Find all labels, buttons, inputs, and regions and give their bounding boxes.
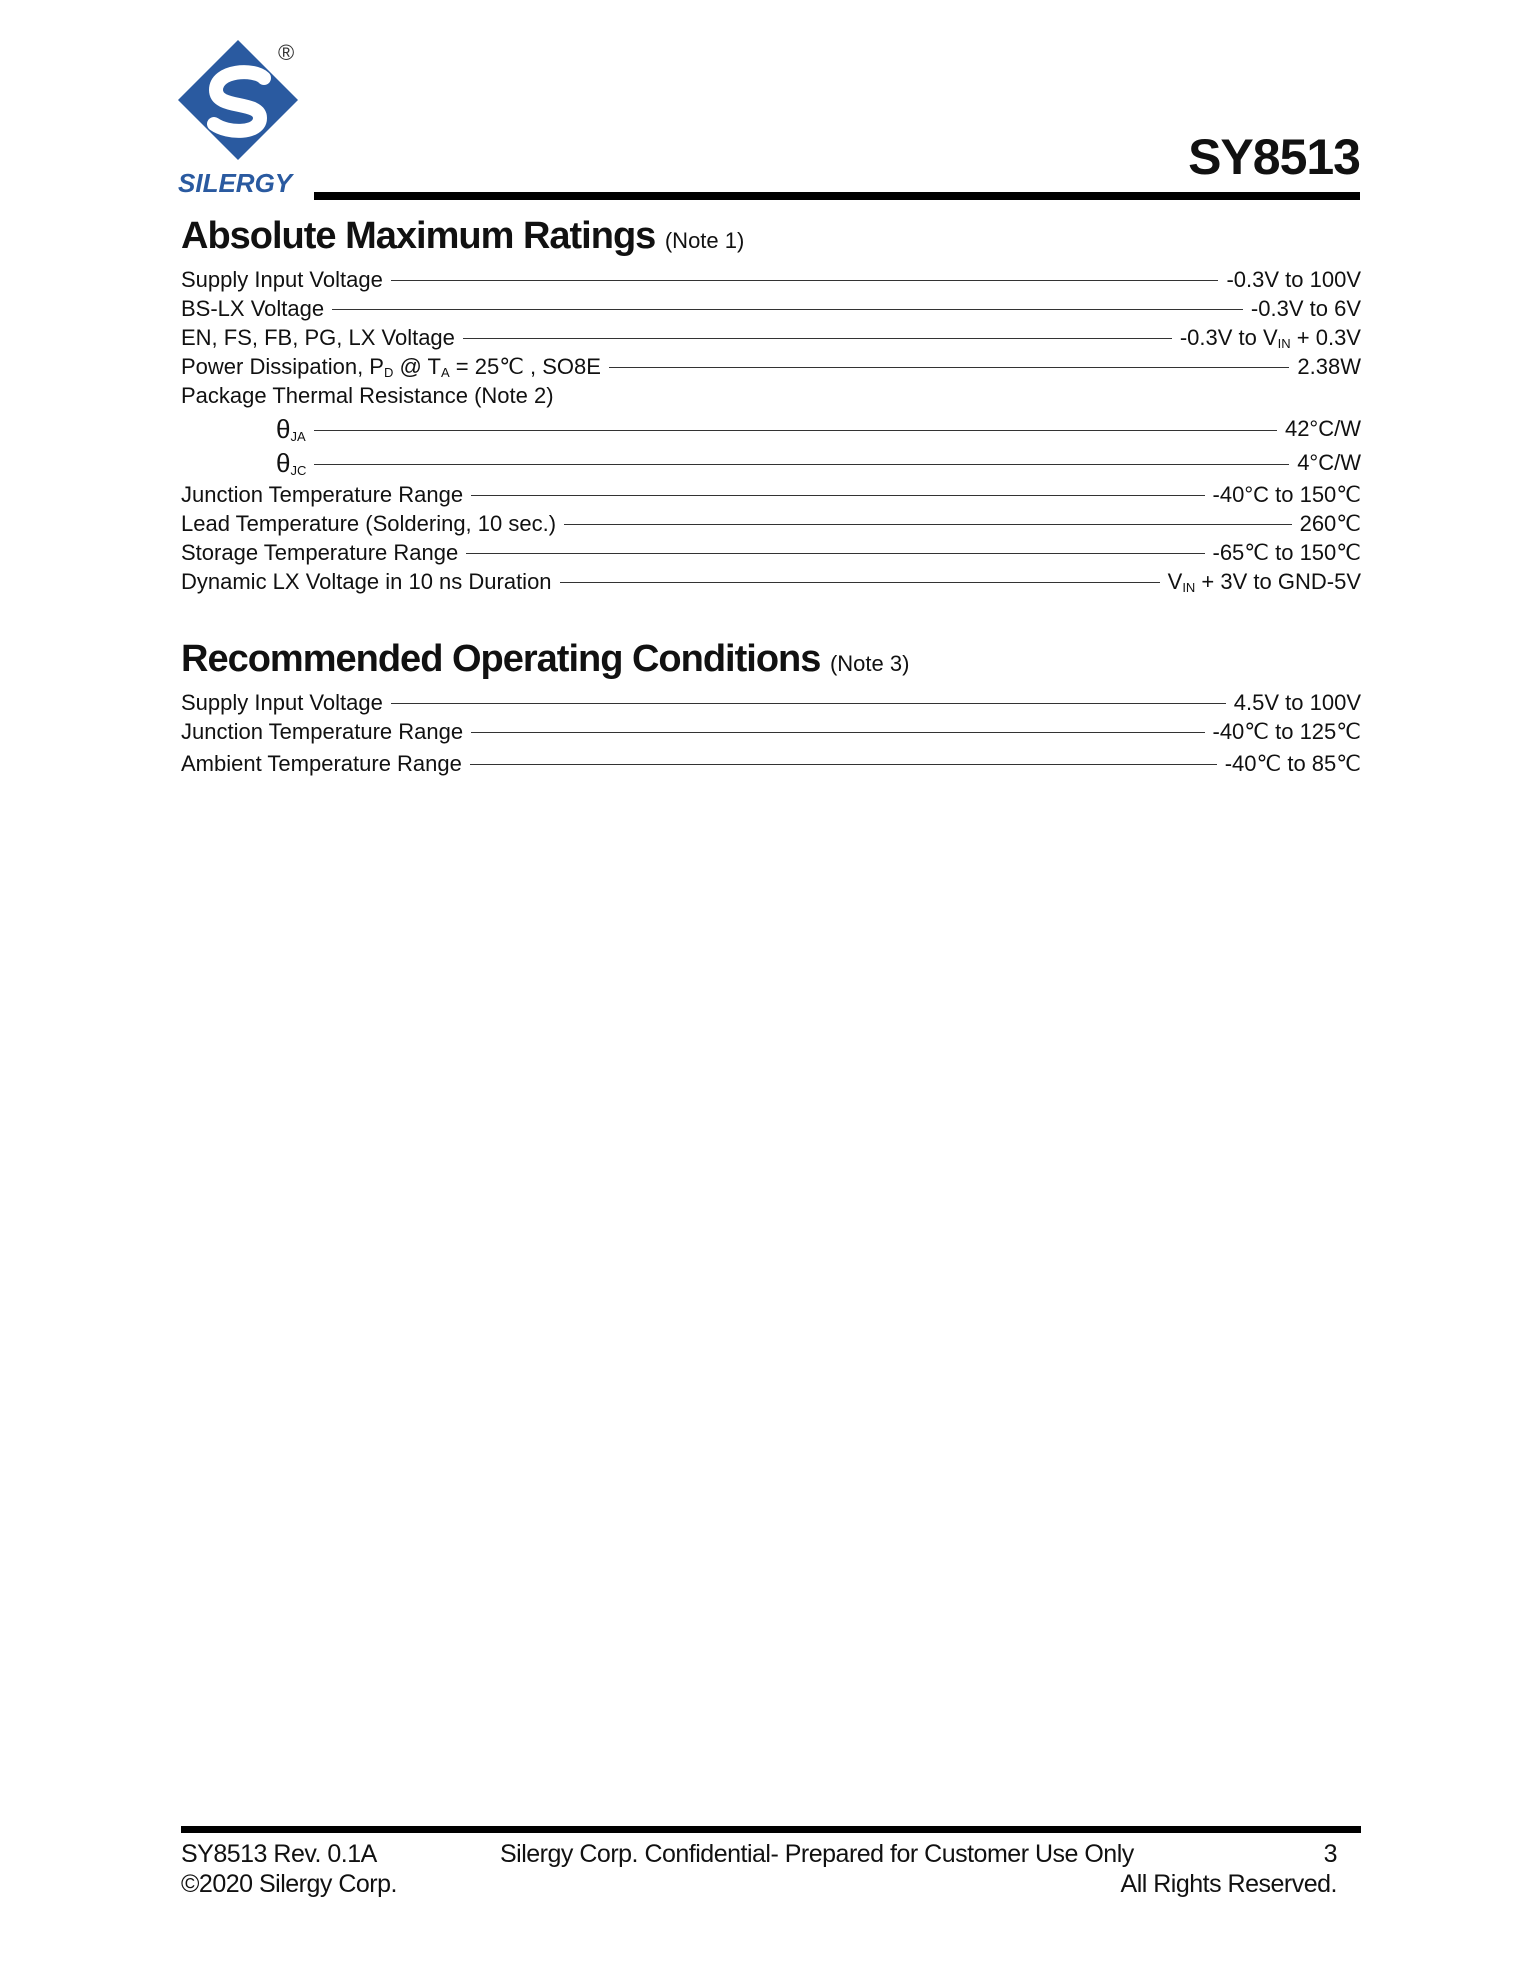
logo-wordmark: SILERGY <box>178 168 293 198</box>
abs-max-row <box>181 480 1361 509</box>
part-number: SY8513 <box>1188 129 1360 185</box>
row-label: Junction Temperature Range <box>181 481 464 507</box>
abs-max-note: (Note 1) <box>664 228 745 253</box>
rec-op-heading: Recommended Operating Conditions <box>181 638 821 680</box>
row-value: 42°C/W <box>1284 416 1361 441</box>
abs-max-row <box>181 323 1361 352</box>
abs-max-row <box>181 567 1361 596</box>
row-label: Supply Input Voltage <box>181 689 383 715</box>
abs-max-row <box>181 381 1361 410</box>
rec-op-row <box>181 688 1361 717</box>
header-rule <box>314 192 1360 200</box>
registered-mark: ® <box>278 40 295 65</box>
row-value: -65℃ to 150℃ <box>1212 539 1361 565</box>
leader-line <box>463 338 1172 339</box>
footer-confidential: Silergy Corp. Confidential- Prepared for Customer Use Only <box>500 1840 1134 1868</box>
abs-max-heading: Absolute Maximum Ratings <box>181 215 656 257</box>
leader-line <box>314 430 1277 431</box>
rec-op-row <box>181 717 1361 746</box>
leader-line <box>560 582 1160 583</box>
row-label: Supply Input Voltage <box>181 266 383 292</box>
row-label: BS-LX Voltage <box>181 295 325 321</box>
abs-max-row <box>181 412 1361 446</box>
row-value: -0.3V to $V_{IN} + 0.3V$ <box>1179 324 1361 351</box>
rec-op-row <box>181 749 1361 778</box>
abs-max-title <box>181 215 744 258</box>
row-label: Ambient Temperature Range <box>181 750 462 776</box>
row-label: $\theta_{JC}$ <box>276 447 307 478</box>
leader-line <box>332 309 1243 310</box>
abs-max-row <box>181 352 1361 381</box>
footer-rule <box>181 1826 1361 1833</box>
leader-line <box>391 280 1219 281</box>
row-label: $\theta_{JA}$ <box>276 413 306 444</box>
abs-max-row <box>181 446 1361 480</box>
row-value: 4.5V to 100V <box>1233 689 1361 715</box>
footer-rights: All Rights Reserved. <box>1120 1870 1337 1898</box>
row-label: Junction Temperature Range <box>181 718 464 744</box>
leader-line <box>471 495 1204 496</box>
row-value: -40°C to 150℃ <box>1212 481 1361 507</box>
leader-line <box>470 764 1217 765</box>
leader-line <box>466 553 1204 554</box>
rec-op-title <box>181 638 909 681</box>
row-label: EN, FS, FB, PG, LX Voltage <box>181 324 455 350</box>
leader-line <box>471 732 1204 733</box>
row-label: Lead Temperature (Soldering, 10 sec.) <box>181 510 557 536</box>
abs-max-row <box>181 509 1361 538</box>
row-label: Dynamic LX Voltage in 10 ns Duration <box>181 568 552 594</box>
row-value: $V_{IN} + 3V$ to GND-5V <box>1167 568 1361 595</box>
row-value: 2.38W <box>1297 353 1361 379</box>
row-label: Power Dissipation, $P_D$ @ $T_A$ = 25℃ , SO8E <box>181 353 601 380</box>
leader-line <box>564 524 1292 525</box>
row-value: -0.3V to 6V <box>1250 295 1361 321</box>
row-value: -0.3V to 100V <box>1226 266 1361 292</box>
row-value: 260℃ <box>1299 510 1361 536</box>
footer-revision: SY8513 Rev. 0.1A <box>181 1840 377 1868</box>
row-value: 4°C/W <box>1297 450 1361 475</box>
leader-line <box>609 367 1289 368</box>
abs-max-row <box>181 538 1361 567</box>
leader-line <box>391 703 1226 704</box>
footer-page-number: 3 <box>1323 1840 1337 1868</box>
abs-max-row <box>181 294 1361 323</box>
footer-copyright: ©2020 Silergy Corp. <box>181 1870 397 1898</box>
row-value: -40℃ to 85℃ <box>1224 750 1361 776</box>
row-label: Storage Temperature Range <box>181 539 459 565</box>
abs-max-row <box>181 265 1361 294</box>
leader-line <box>314 464 1289 465</box>
rec-op-note: (Note 3) <box>829 651 910 676</box>
row-label: Package Thermal Resistance (Note 2) <box>181 382 554 408</box>
row-value: -40℃ to 125℃ <box>1212 718 1361 744</box>
